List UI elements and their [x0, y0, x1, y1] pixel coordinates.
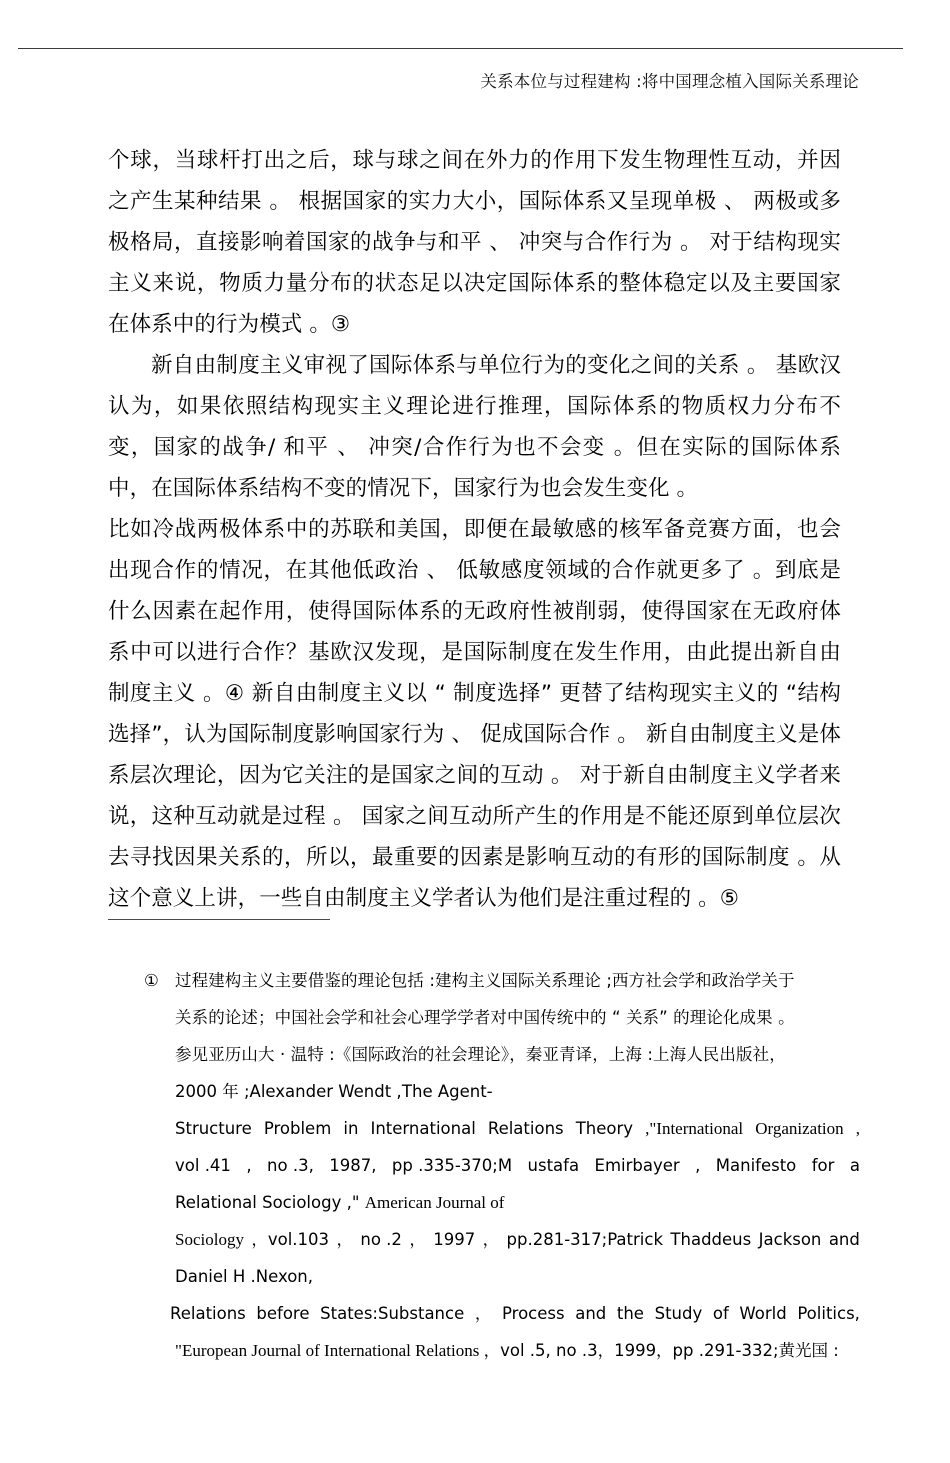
body-text-block	[108, 140, 841, 919]
footnote-run: the	[616, 1304, 644, 1323]
footnote-run: pp .335-370;M	[391, 1156, 513, 1175]
footnote-run: and	[575, 1304, 607, 1323]
footnote-run: ，	[409, 1230, 426, 1249]
footnote-run: Structure	[175, 1119, 252, 1138]
footnote-run: Thaddeus	[670, 1230, 752, 1249]
footnote-run: Emirbayer	[594, 1156, 680, 1175]
footnote-run: American Journal of	[364, 1193, 505, 1212]
footnote-run: Study	[654, 1304, 703, 1323]
footnote-marker: ①	[144, 971, 159, 990]
footnote-line: 关系的论述；中国社会学和社会心理学学者对中国传统中的 “ 关系” 的理论化成果 。	[175, 1008, 795, 1027]
footnote-run: ,	[246, 1156, 252, 1175]
body-paragraph-2: 新自由制度主义审视了国际体系与单位行为的变化之间的关系 。 基欧汉认为，如果依照结构现实主义理论进行推理，国际体系的物质权力分布不变，国家的战争/ 和平 、 冲突/合作行为也不会变 。但在实际的国际体系中，在国际体系结构不变的情况下，国家行为也会发生变化 。	[108, 353, 841, 501]
footnote-run: before	[256, 1304, 310, 1323]
footnote-divider-rule	[108, 919, 330, 920]
footnote-run: no .2	[360, 1230, 402, 1249]
footnote-run: Relational Sociology ,"	[175, 1193, 365, 1212]
footnote-line: 过程建构主义主要借鉴的理论包括 :建构主义国际关系理论 ;西方社会学和政治学关于	[175, 971, 795, 990]
footnote-run: vol .41	[175, 1156, 231, 1175]
footnote-run: ，	[482, 1230, 500, 1249]
footnote-run: 1987,	[329, 1156, 377, 1175]
footnote-run: ，	[474, 1304, 492, 1323]
body-paragraph-1: 个球，当球杆打出之后，球与球之间在外力的作用下发生物理性互动，并因之产生某种结果 。 根据国家的实力大小，国际体系又呈现单极 、 两极或多极格局，直接影响着国家的战争与和平 、 冲突与合作行为 。 对于结构现实主义来说，物质力量分布的状态足以决定国际体系的整体稳定以及主要国家在体系中的行为模式 。③	[108, 148, 841, 337]
footnote-run: Process	[501, 1304, 565, 1323]
footnote-run: in	[343, 1119, 359, 1138]
footnote-run: ，vol.103	[251, 1230, 330, 1249]
footnote-run: 2000 年 ;Alexander Wendt ,	[175, 1082, 407, 1101]
footnote-run: Relations	[487, 1119, 564, 1138]
footnote-run: Daniel H .Nexon,	[175, 1267, 313, 1286]
footnote-run: a	[849, 1156, 860, 1175]
footnote-run: ,	[855, 1119, 860, 1138]
footnote-run: ,"International	[645, 1119, 744, 1138]
footnote-run: Manifesto	[715, 1156, 797, 1175]
footnote-run: 1997	[433, 1230, 476, 1249]
footnote-line: 参见亚历山大 · 温特 :《国际政治的社会理论》，秦亚青译，上海 :上海人民出版社，	[175, 1045, 786, 1064]
footnote-run: Relations	[170, 1304, 246, 1323]
footnote-run: and	[828, 1230, 860, 1249]
footnote-run: Jackson	[758, 1230, 822, 1249]
footnote-run: ustafa	[527, 1156, 580, 1175]
footnote-run: ,	[695, 1156, 701, 1175]
footnote-run: Politics,	[797, 1304, 860, 1323]
footnote-run: for	[811, 1156, 835, 1175]
footnote-run: International	[370, 1119, 476, 1138]
footnote-run: Problem	[263, 1119, 332, 1138]
footnote-run: "European Journal of International Relations	[175, 1341, 484, 1360]
footnote-line	[175, 1184, 860, 1221]
footnote-section	[108, 962, 860, 1369]
header-divider-rule	[18, 48, 903, 49]
footnote-body	[170, 962, 860, 1369]
footnote-line	[175, 1258, 860, 1295]
footnote-line	[175, 1073, 860, 1110]
running-head-title: 关系本位与过程建构 :将中国理念植入国际关系理论	[480, 72, 859, 91]
footnote-line	[175, 1332, 860, 1369]
footnote-run: Sociology	[175, 1230, 244, 1249]
footnote-run: ，vol .5, no .3，1999，pp .291-332;黄光国 :	[483, 1341, 839, 1360]
footnote-line	[175, 1147, 860, 1184]
footnote-item	[108, 962, 860, 1369]
body-paragraph-3: 比如冷战两极体系中的苏联和美国，即便在最敏感的核军备竞赛方面，也会出现合作的情况，在其他低政治 、 低敏感度领域的合作就更多了 。到底是什么因素在起作用，使得国际体系的无政府性被削弱，使得国家在无政府体系中可以进行合作？基欧汉发现，是国际制度在发生作用，由此提出新自由制度主义 。④ 新自由制度主义以 “ 制度选择” 更替了结构现实主义的 “结构选择”，认为国际制度影响国家行为 、 促成国际合作 。 新自由制度主义是体系层次理论，因为它关注的是国家之间的互动 。 对于新自由制度主义学者来说，这种互动就是过程 。 国家之间互动所产生的作用是不能还原到单位层次去寻找因果关系的，所以，最重要的因素是影响互动的有形的国际制度 。从这个意义上讲，一些自由制度主义学者认为他们是注重过程的 。⑤	[108, 517, 841, 911]
footnote-run: ，	[336, 1230, 353, 1249]
footnote-line	[170, 1295, 860, 1332]
footnote-line	[175, 1221, 860, 1258]
footnote-run: of	[712, 1304, 729, 1323]
footnote-run: pp.281-317;Patrick	[506, 1230, 664, 1249]
footnote-run: no .3,	[267, 1156, 314, 1175]
footnote-run: World	[739, 1304, 787, 1323]
footnote-line	[175, 1110, 860, 1147]
footnote-run: The Agent-	[401, 1082, 493, 1101]
footnote-run: Theory	[575, 1119, 634, 1138]
footnote-run: States:Substance	[320, 1304, 465, 1323]
footnote-run: Organization	[755, 1119, 844, 1138]
